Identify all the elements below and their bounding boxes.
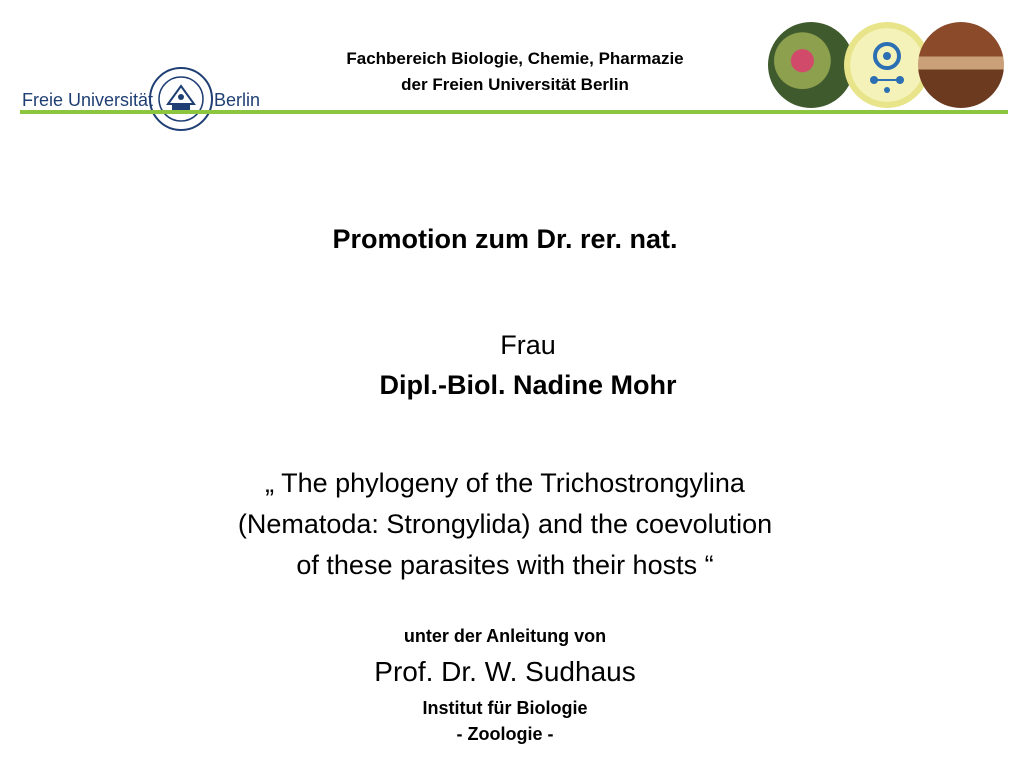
- thesis-line-2: (Nematoda: Strongylida) and the coevolution: [237, 509, 773, 539]
- header-image-strip: [768, 22, 1008, 110]
- insect-photo-icon: [768, 22, 854, 108]
- header-divider: [20, 110, 1008, 114]
- candidate-name: Dipl.-Biol. Nadine Mohr: [379, 370, 677, 400]
- thesis-line-3: of these parasites with their hosts “: [296, 550, 714, 580]
- university-seal-icon: [148, 66, 214, 132]
- faculty-line-1: Fachbereich Biologie, Chemie, Pharmazie: [346, 49, 684, 68]
- page-title: Promotion zum Dr. rer. nat.: [332, 224, 678, 254]
- institute-name: Institut für Biologie: [422, 698, 588, 718]
- thesis-title: [0, 463, 1010, 586]
- fu-berlin-logo: [22, 66, 262, 136]
- supervisor-name: Prof. Dr. W. Sudhaus: [374, 656, 636, 687]
- salutation: Frau: [500, 330, 556, 360]
- department-name: - Zoologie -: [456, 724, 554, 744]
- thesis-line-1: „ The phylogeny of the Trichostrongylina: [265, 468, 745, 498]
- faculty-line-2: der Freien Universität Berlin: [401, 75, 629, 94]
- supervision-label: unter der Anleitung von: [403, 626, 607, 646]
- pharmacy-photo-icon: [918, 22, 1004, 108]
- institute-block: [0, 695, 1010, 747]
- logo-text-left: Freie Universität: [22, 90, 154, 110]
- logo-text-right: Berlin: [214, 90, 261, 110]
- faculty-header: [260, 46, 770, 98]
